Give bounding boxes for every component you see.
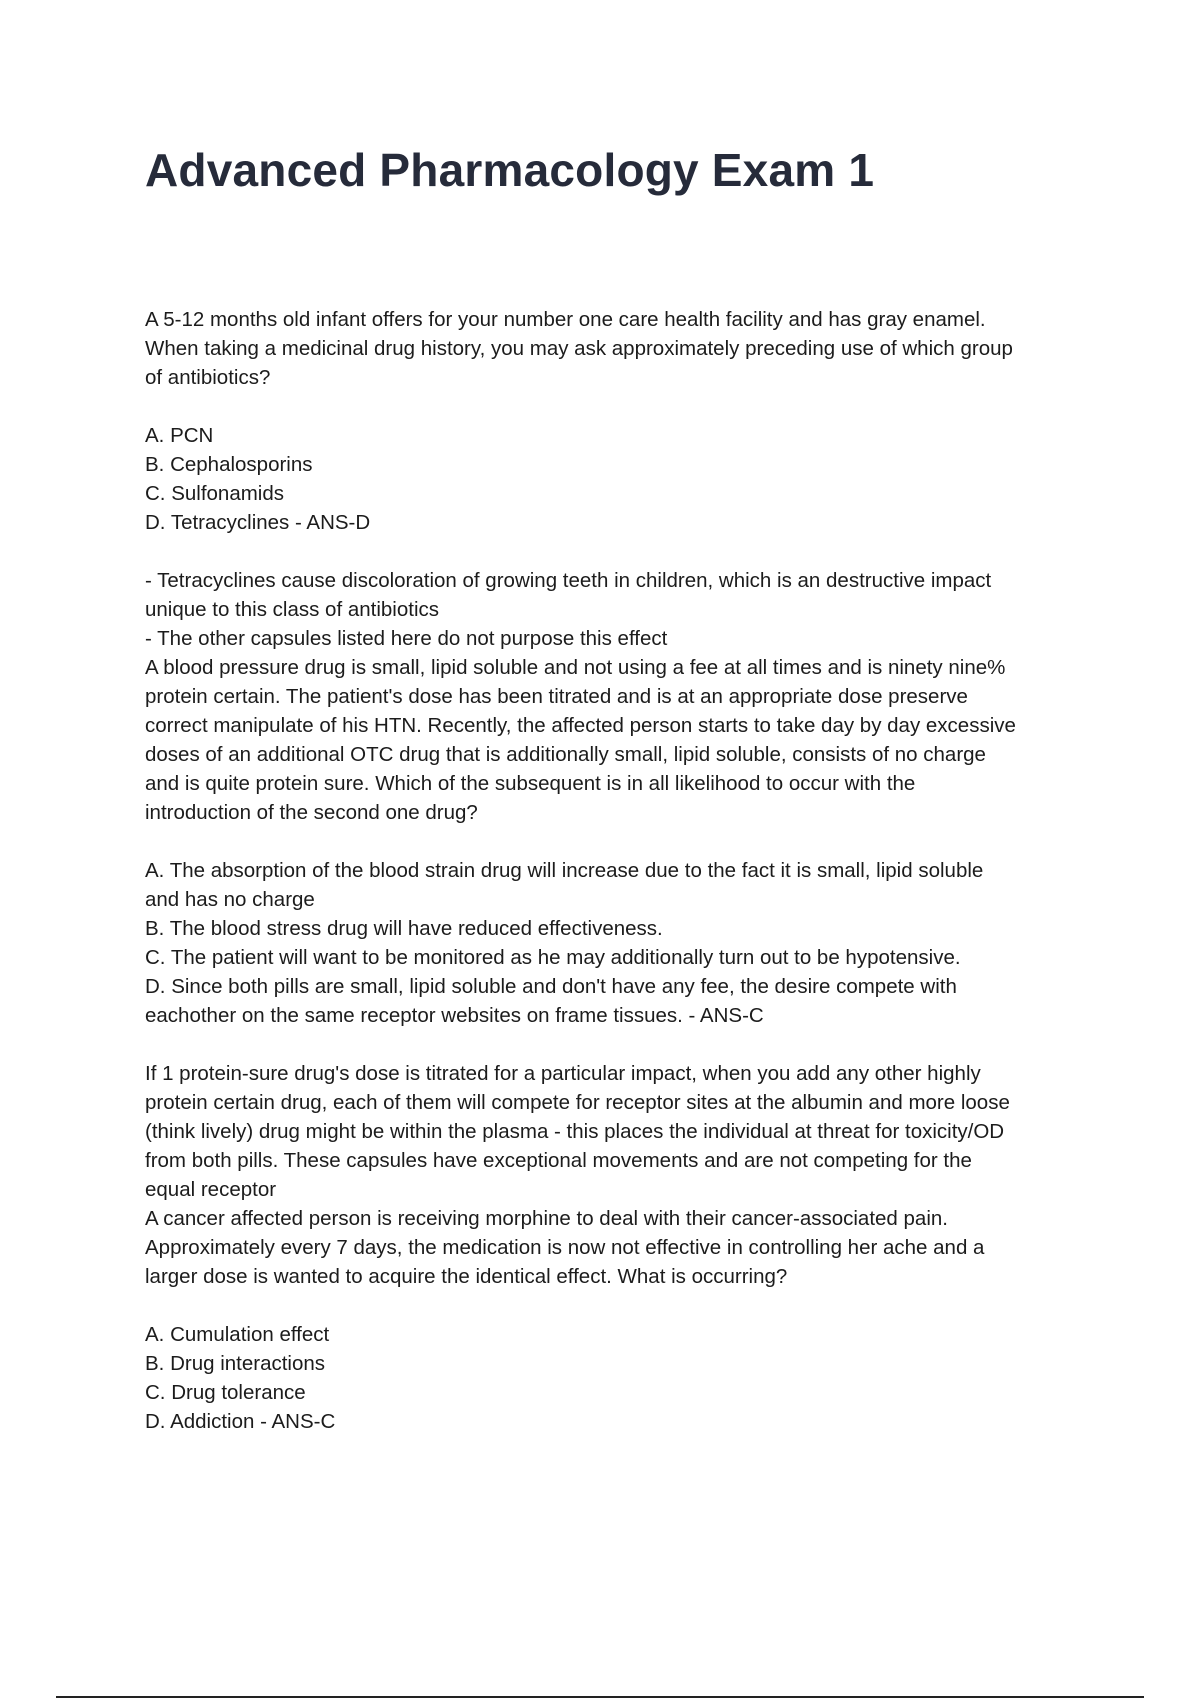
- question-2-stem: [145, 653, 1095, 827]
- question-1-stem-line: of antibiotics?: [145, 366, 271, 389]
- question-3-stem-line: larger dose is wanted to acquire the identical effect. What is occurring?: [145, 1265, 788, 1288]
- question-2-option-b: B. The blood stress drug will have reduced effectiveness.: [145, 917, 663, 940]
- question-1-stem-line: When taking a medicinal drug history, you may ask approximately preceding use of which group: [145, 337, 1013, 360]
- question-2-stem-line: protein certain. The patient's dose has been titrated and is at an appropriate dose preserve: [145, 685, 968, 708]
- question-2-option-d: D. Since both pills are small, lipid soluble and don't have any fee, the desire compete with: [145, 975, 957, 998]
- question-1-option-a: A. PCN: [145, 424, 214, 447]
- question-2-rationale-line: If 1 protein-sure drug's dose is titrated for a particular impact, when you add any other highly: [145, 1062, 981, 1085]
- question-2-rationale: [145, 1059, 1095, 1204]
- question-3-stem-line: Approximately every 7 days, the medication is now not effective in controlling her ache and a: [145, 1236, 985, 1259]
- question-1-rationale-line: unique to this class of antibiotics: [145, 598, 439, 621]
- question-2-rationale-line: from both pills. These capsules have exceptional movements and are not competing for the: [145, 1149, 972, 1172]
- question-3-options: [145, 1320, 1095, 1436]
- question-1-stem: [145, 305, 1095, 392]
- question-3: [145, 1204, 1095, 1436]
- question-2-rationale-line: (think lively) drug might be within the plasma - this places the individual at threat for toxicity/OD: [145, 1120, 1005, 1143]
- question-1-option-c: C. Sulfonamids: [145, 482, 285, 505]
- question-1-rationale: [145, 566, 1095, 653]
- question-2-stem-line: and is quite protein sure. Which of the subsequent is in all likelihood to occur with the: [145, 772, 916, 795]
- paragraph-gap: [145, 537, 1095, 566]
- paragraph-gap: [145, 827, 1095, 856]
- question-2-option-d-answer: eachother on the same receptor websites on frame tissues. - ANS-C: [145, 1004, 764, 1027]
- question-2-rationale-line: equal receptor: [145, 1178, 277, 1201]
- paragraph-gap: [145, 392, 1095, 421]
- paragraph-gap: [145, 1030, 1095, 1059]
- footer-divider: [56, 1696, 1144, 1698]
- paragraph-gap: [145, 1291, 1095, 1320]
- question-2-stem-line: introduction of the second one drug?: [145, 801, 478, 824]
- question-1-option-d-answer: D. Tetracyclines - ANS-D: [145, 511, 371, 534]
- question-1-stem-line: A 5-12 months old infant offers for your number one care health facility and has gray enamel.: [145, 308, 986, 331]
- question-2: [145, 653, 1095, 1204]
- question-1-option-b: B. Cephalosporins: [145, 453, 313, 476]
- question-3-option-c: C. Drug tolerance: [145, 1381, 306, 1404]
- question-3-option-a: A. Cumulation effect: [145, 1323, 330, 1346]
- question-3-option-b: B. Drug interactions: [145, 1352, 326, 1375]
- question-2-stem-line: doses of an additional OTC drug that is additionally small, lipid soluble, consists of no charge: [145, 743, 986, 766]
- question-3-option-d-answer: D. Addiction - ANS-C: [145, 1410, 336, 1433]
- question-1: [145, 305, 1095, 653]
- question-1-options: [145, 421, 1095, 537]
- question-2-option-a-continued: and has no charge: [145, 888, 315, 911]
- question-3-stem-line: A cancer affected person is receiving morphine to deal with their cancer-associated pain.: [145, 1207, 948, 1230]
- question-2-rationale-line: protein certain drug, each of them will compete for receptor sites at the albumin and more loose: [145, 1091, 1010, 1114]
- question-2-option-c: C. The patient will want to be monitored as he may additionally turn out to be hypotensive.: [145, 946, 961, 969]
- question-1-rationale-line: - Tetracyclines cause discoloration of growing teeth in children, which is an destructive impact: [145, 569, 992, 592]
- question-2-option-a: A. The absorption of the blood strain drug will increase due to the fact it is small, lipid soluble: [145, 859, 984, 882]
- question-2-stem-line: A blood pressure drug is small, lipid soluble and not using a fee at all times and is ninety nine%: [145, 656, 1006, 679]
- question-2-stem-line: correct manipulate of his HTN. Recently, the affected person starts to take day by day excessive: [145, 714, 1016, 737]
- question-2-options: [145, 856, 1095, 1030]
- document-title: Advanced Pharmacology Exam 1: [145, 144, 875, 196]
- document-body: [145, 305, 1095, 1436]
- question-1-rationale-line: - The other capsules listed here do not purpose this effect: [145, 627, 668, 650]
- question-3-stem: [145, 1204, 1095, 1291]
